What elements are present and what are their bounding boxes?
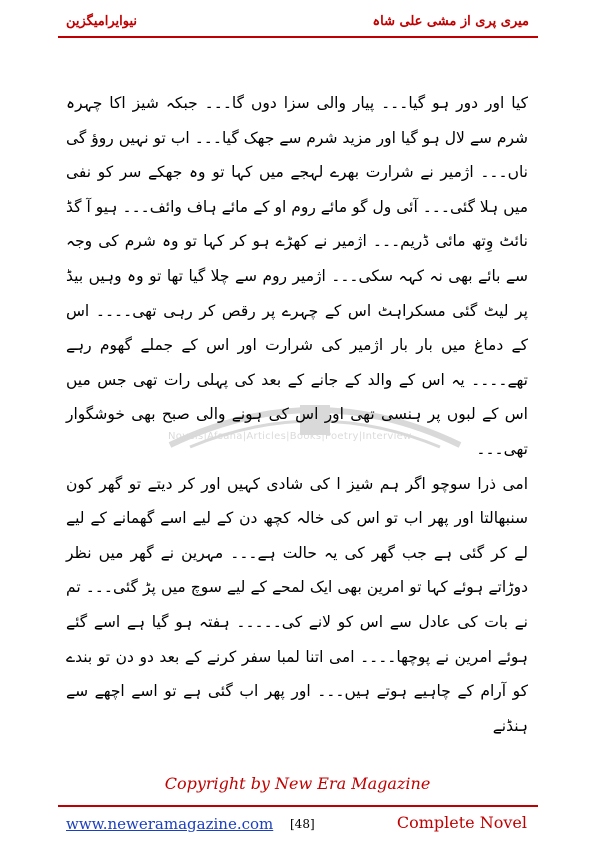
paragraph: امی ذرا سوچو اگر ہم شیز ا کی شادی کہیں اور کر دیتے تو گھر کون سنبھالتا اور پھر اب تو اس کی خالہ کچھ دن کے لیے اسے گھمانے کے لیے لے کر گئی ہے جب گھر کی یہ حالت ہے۔۔۔ مہرین نے گھر میں نظر دوڑاتے ہوئے کہا تو امرین بھی ایک لمحے کے لیے سوچ میں پڑ گئی۔۔۔ تم نے بات کی عادل سے اس کو لانے کی۔۔۔۔۔ ہفتہ ہو گیا ہے اسے گئے ہوئے امرین نے پوچھا۔۔۔۔ امی اتنا لمبا سفر کرنے کے بعد دو دن تو بندے کو آرام کے چاہیے ہوتے ہیں۔۔۔ اور پھر اب گئی ہے تو اسے اچھے سے ہنڈنے [66,474,528,735]
page-number: [48] [290,817,315,831]
website-link[interactable]: www.neweramagazine.com [66,815,274,833]
novel-title: میری پری از مشی علی شاہ [372,14,529,29]
magazine-name: نیوایرامیگزین [66,14,138,29]
paragraph: کیا اور دور ہو گیا۔۔۔ پیار والی سزا دوں گا۔۔۔ جبکہ شیز اکا چہرہ شرم سے لال ہو گیا اور مزید شرم سے جھک گیا۔۔۔ اب تو نہیں روؤ گی ناں۔۔۔ اژمیر نے شرارت بھرے لہجے میں کہا تو وہ جھکے سر کو نفی میں ہلا گئی۔۔۔ آئی ول گو مائے روم او کے مائے ہاف وائف۔۔۔ ہیو آ گڈ نائٹ وِتھ مائی ڈریم۔۔۔ اژمیر نے کھڑے ہو کر کہا تو وہ شرم کی وجہ سے بائے بھی نہ کہہ سکی۔۔۔ اژمیر روم سے چلا گیا تھا تو وہ وہیں بیڈ پر لیٹ گئی مسکراہٹ اس کے چہرے پر رقص کر رہی تھی۔۔۔۔ اس کے دماغ میں بار بار اژمیر کی شرارت اور اس کے جملے گھوم رہے تھے۔۔۔۔ یہ اس کے والد کے جانے کے بعد کی پہلی رات تھی جس میں اس کے لبوں پر ہنسی تھی اور اس کی ہونے والی صبح بھی خوشگوار تھی۔۔۔ [66,94,528,458]
copyright-notice: Copyright by New Era Magazine [164,774,431,793]
header-rule [58,36,538,38]
novel-text [66,86,528,743]
complete-novel-label: Complete Novel [396,813,527,832]
footer-rule [58,805,538,807]
watermark-tagline: Novels|Afsana|Articles|Books|Poetry|Interview [168,431,412,442]
